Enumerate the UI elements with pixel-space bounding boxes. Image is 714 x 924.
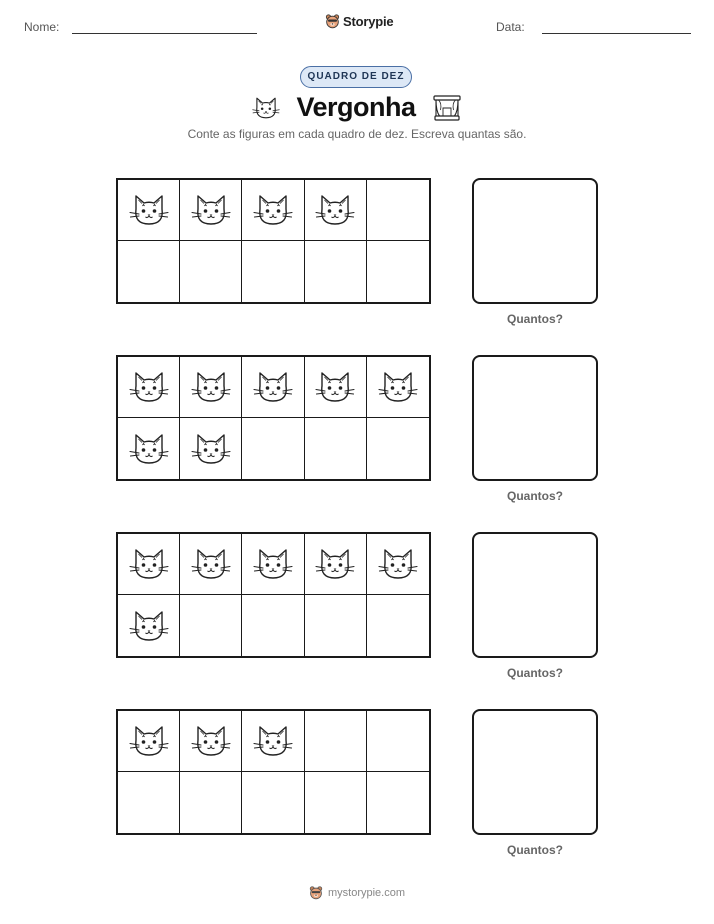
storypie-logo-icon	[309, 885, 323, 900]
cat-face-icon	[129, 192, 169, 228]
cat-face-icon	[129, 431, 169, 467]
brand-name: Storypie	[343, 13, 394, 29]
ten-frame-cell-filled	[242, 711, 304, 772]
ten-frame-cell-empty	[305, 418, 367, 479]
ten-frame-cell-filled	[367, 357, 429, 418]
name-field-line[interactable]	[72, 33, 257, 34]
ten-frame-cell-filled	[118, 711, 180, 772]
ten-frame-cell-empty	[180, 241, 242, 302]
cat-face-icon	[253, 723, 293, 759]
ten-frame-cell-empty	[242, 418, 304, 479]
answer-box[interactable]	[472, 355, 598, 481]
cat-face-icon	[253, 192, 293, 228]
answer-label: Quantos?	[507, 489, 563, 503]
answer-label: Quantos?	[507, 312, 563, 326]
ten-frame-cell-empty	[367, 418, 429, 479]
cat-face-icon	[378, 369, 418, 405]
ten-frame	[116, 355, 431, 481]
cat-face-icon	[191, 431, 231, 467]
ten-frame-cell-empty	[180, 772, 242, 833]
ten-frame-cell-filled	[242, 180, 304, 241]
ten-frame-cell-filled	[242, 357, 304, 418]
cat-face-icon	[315, 192, 355, 228]
storypie-logo-icon	[325, 13, 340, 29]
ten-frame-cell-filled	[242, 534, 304, 595]
ten-frame-cell-empty	[367, 595, 429, 656]
date-field-line[interactable]	[542, 33, 691, 34]
ten-frame-cell-filled	[180, 418, 242, 479]
ten-frame-cell-filled	[305, 357, 367, 418]
footer	[0, 885, 714, 900]
ten-frame-cell-empty	[180, 595, 242, 656]
answer-box[interactable]	[472, 532, 598, 658]
cat-face-icon	[191, 546, 231, 582]
ten-frame-cell-empty	[242, 595, 304, 656]
worksheet-type-badge: QUADRO DE DEZ	[300, 66, 412, 88]
title-row	[0, 92, 714, 123]
ten-frame-cell-filled	[305, 534, 367, 595]
ten-frame-cell-empty	[305, 772, 367, 833]
page-title: Vergonha	[296, 92, 416, 122]
cat-face-icon	[129, 546, 169, 582]
cat-face-icon	[191, 723, 231, 759]
ten-frame-cell-empty	[118, 241, 180, 302]
ten-frame-cell-empty	[242, 772, 304, 833]
ten-frame-cell-filled	[305, 180, 367, 241]
ten-frame-cell-empty	[305, 595, 367, 656]
theater-stage-icon	[432, 94, 462, 122]
date-label: Data:	[496, 20, 525, 34]
ten-frame-cell-filled	[118, 357, 180, 418]
name-label: Nome:	[24, 20, 60, 34]
cat-face-icon	[253, 546, 293, 582]
footer-url: mystorypie.com	[327, 886, 406, 899]
instructions: Conte as figuras em cada quadro de dez. Escreva quantas são.	[187, 127, 527, 141]
cat-face-icon	[129, 723, 169, 759]
ten-frame-cell-filled	[180, 180, 242, 241]
ten-frame-cell-filled	[118, 180, 180, 241]
ten-frame-cell-filled	[118, 418, 180, 479]
cat-face-icon	[191, 369, 231, 405]
ten-frame-cell-empty	[242, 241, 304, 302]
cat-face-icon	[129, 608, 169, 644]
ten-frame-cell-filled	[180, 711, 242, 772]
ten-frame-cell-empty	[367, 772, 429, 833]
cat-face-icon	[129, 369, 169, 405]
cat-face-icon	[378, 546, 418, 582]
ten-frame-cell-empty	[305, 241, 367, 302]
ten-frame-cell-filled	[118, 595, 180, 656]
ten-frame-cell-empty	[367, 241, 429, 302]
brand	[325, 13, 393, 29]
ten-frame	[116, 532, 431, 658]
ten-frame	[116, 709, 431, 835]
ten-frame-cell-empty	[118, 772, 180, 833]
answer-label: Quantos?	[507, 843, 563, 857]
answer-box[interactable]	[472, 178, 598, 304]
cat-face-icon	[191, 192, 231, 228]
ten-frame-cell-empty	[367, 711, 429, 772]
cat-face-icon	[315, 546, 355, 582]
answer-box[interactable]	[472, 709, 598, 835]
cat-face-icon	[253, 369, 293, 405]
cat-face-icon	[315, 369, 355, 405]
ten-frame-cell-filled	[367, 534, 429, 595]
cat-face-icon	[252, 95, 280, 121]
ten-frame-cell-filled	[180, 357, 242, 418]
ten-frame-cell-empty	[305, 711, 367, 772]
answer-label: Quantos?	[507, 666, 563, 680]
ten-frame-cell-filled	[180, 534, 242, 595]
ten-frame	[116, 178, 431, 304]
ten-frame-cell-filled	[118, 534, 180, 595]
ten-frame-cell-empty	[367, 180, 429, 241]
